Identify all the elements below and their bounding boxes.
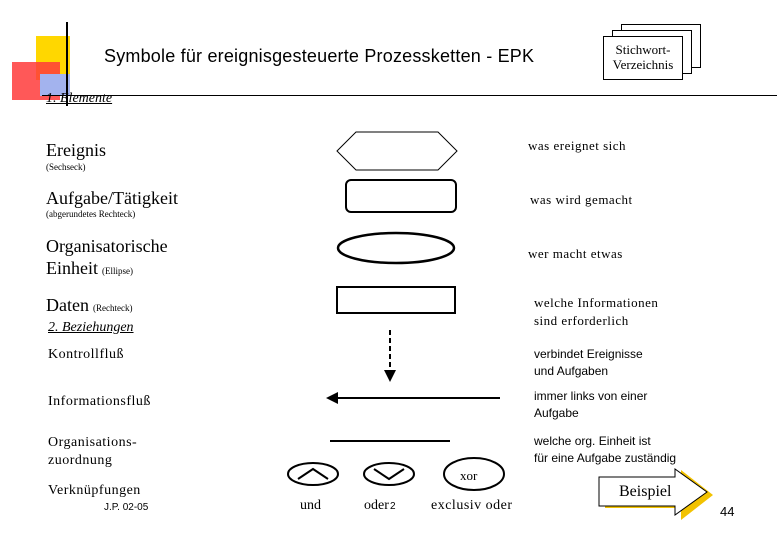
element-sub-org: (Ellipse) [102,266,133,276]
function-rounded-rectangle-icon [345,179,457,213]
overlap-text: 2 [390,501,396,512]
section-relations-heading: 2. Beziehungen [48,320,134,335]
relation-label-control-flow: Kontrollfluß [48,347,124,362]
element-label-data-wrap [46,295,132,316]
element-desc-event: was ereignet sich [528,138,627,153]
example-button[interactable] [595,468,717,522]
relation-desc-info-flow [534,388,647,422]
relation-desc-info-flow-line2: Aufgabe [534,406,579,420]
header-divider [42,95,777,96]
relation-desc-control-flow-line1: verbindet Ereignisse [534,347,643,361]
control-flow-dashed-arrow-icon [380,328,400,384]
relation-label-org-assignment [48,434,137,470]
or-connector-icon [362,461,416,487]
footer-author: J.P. 02-05 [104,502,149,513]
relation-desc-org-line1: welche org. Einheit ist [534,434,651,448]
info-flow-left-arrow-icon [324,389,502,407]
event-hexagon-icon [336,131,458,171]
org-unit-ellipse-icon [336,231,456,265]
relation-desc-info-flow-line1: immer links von einer [534,389,648,403]
relation-desc-org-assignment [534,433,676,467]
connectors-label: Verknüpfungen [48,483,141,498]
element-desc-function: was wird gemacht [530,192,633,207]
element-label-org-line2-wrap [46,258,133,279]
slide-title: Symbole für ereignisgesteuerte Prozessketten - EPK [104,46,535,66]
section-elements-heading: 1. Elemente [46,91,113,106]
index-label-line1: Stichwort- [615,42,671,57]
page-number: 44 [720,504,735,519]
relation-label-info-flow: Informationsfluß [48,394,151,409]
relation-label-org-line2: zuordnung [48,453,113,468]
element-desc-data-line2: sind erforderlich [534,313,629,328]
org-assignment-line-icon [330,440,450,442]
element-desc-org: wer macht etwas [528,246,623,261]
and-connector-caption: und [300,498,321,513]
relation-desc-org-line2: für eine Aufgabe zuständig [534,451,677,465]
and-connector-icon [286,461,340,487]
element-sub-data: (Rechteck) [92,303,133,313]
index-label-line2: Verzeichnis [612,57,674,72]
xor-connector-badge: xor [460,468,478,483]
xor-connector-caption: exclusiv oder [431,498,513,513]
or-connector-caption: oder [364,498,389,513]
element-sub-event: (Sechseck) [46,162,86,172]
element-desc-data-line1: welche Informationen [534,295,659,310]
relation-label-org-line1: Organisations- [48,435,138,450]
relation-desc-control-flow-line2: und Aufgaben [534,364,609,378]
element-label-data: Daten [46,295,89,315]
element-sub-function: (abgerundetes Rechteck) [46,209,136,219]
element-desc-data [534,294,658,330]
element-label-org-line1: Organisatorische [46,236,168,256]
example-button-label: Beispiel [619,483,672,500]
index-button-label [603,42,683,72]
element-label-function: Aufgabe/Tätigkeit [46,188,178,208]
data-rectangle-icon [336,286,456,314]
relation-desc-control-flow [534,346,643,380]
element-label-org-line2: Einheit [46,258,98,278]
element-label-event: Ereignis [46,140,106,160]
